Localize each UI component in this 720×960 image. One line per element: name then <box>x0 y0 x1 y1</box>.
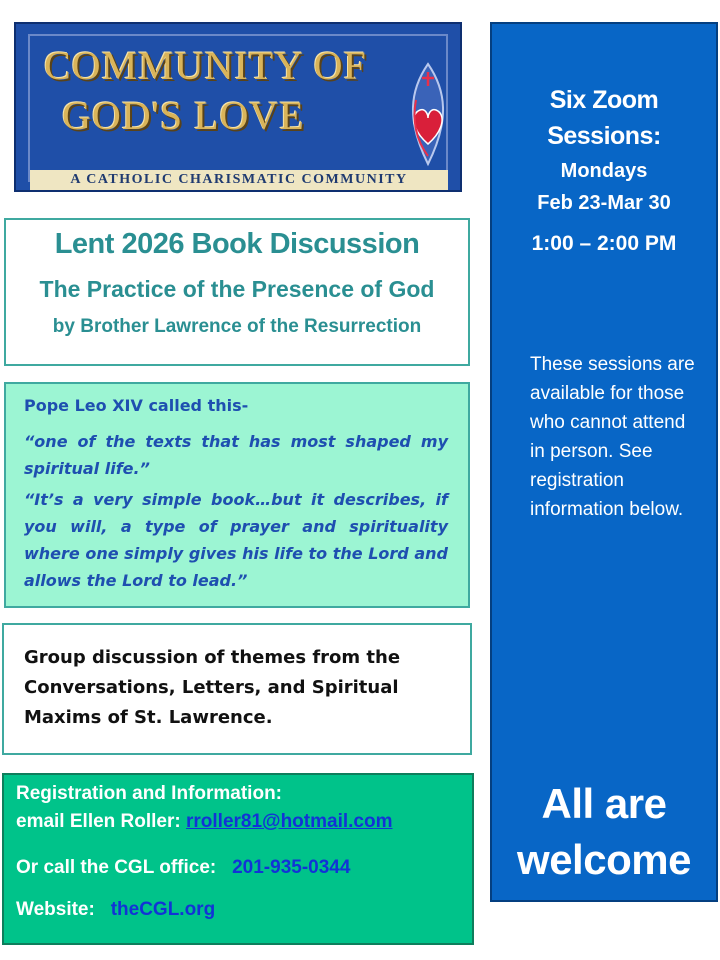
registration-heading: Registration and Information: <box>16 783 282 804</box>
website-label: Website: <box>16 899 95 920</box>
phone-line <box>16 857 350 879</box>
welcome-line-2: welcome <box>517 836 691 883</box>
session-dates: Feb 23-Mar 30 <box>537 192 671 214</box>
book-title: The Practice of the Presence of God <box>39 276 435 302</box>
phone-number[interactable]: 201-935-0344 <box>232 857 351 878</box>
email-line <box>16 811 392 833</box>
sessions-heading <box>492 82 716 154</box>
session-time: 1:00 – 2:00 PM <box>531 232 677 255</box>
community-logo-banner <box>14 22 462 192</box>
heart-flame-icon <box>402 60 454 170</box>
website-line <box>16 899 215 921</box>
zoom-sessions-sidebar <box>490 22 718 902</box>
welcome-line-1: All are <box>541 780 667 827</box>
quote-line-1: “one of the texts that has most shaped my spiritual life.” <box>24 432 448 478</box>
book-author: by Brother Lawrence of the Resurrection <box>52 316 422 337</box>
welcome-text <box>492 776 716 888</box>
email-label: email Ellen Roller: <box>16 811 186 832</box>
pope-quote-box <box>4 382 470 608</box>
event-title: Lent 2026 Book Discussion <box>54 228 420 260</box>
sessions-line-1: Six Zoom <box>549 86 659 114</box>
website-link[interactable]: theCGL.org <box>110 899 216 920</box>
discussion-text: Group discussion of themes from the Conversations, Letters, and Spiritual Maxims of St. Lawrence. <box>24 647 401 728</box>
logo-tagline: A CATHOLIC CHARISMATIC COMMUNITY <box>30 170 448 190</box>
phone-label: Or call the CGL office: <box>16 857 217 878</box>
sessions-line-2: Sessions: <box>547 122 661 150</box>
event-title-box <box>4 218 470 366</box>
logo-text-line1: COMMUNITY OF <box>44 43 367 88</box>
availability-text: These sessions are available for those who cannot attend in person. See registration information below. <box>530 354 695 520</box>
quote-line-2: “It’s a very simple book…but it describes, if you will, a type of prayer and spirituality where one simply gives his life to the Lord and allows the Lord to lead.” <box>24 490 448 590</box>
registration-box <box>2 773 474 945</box>
email-link[interactable]: rroller81@hotmail.com <box>186 811 393 832</box>
logo-text-line2: GOD'S LOVE <box>62 93 305 138</box>
discussion-box <box>2 623 472 755</box>
session-day: Mondays <box>560 160 648 182</box>
quote-intro: Pope Leo XIV called this- <box>24 396 249 415</box>
